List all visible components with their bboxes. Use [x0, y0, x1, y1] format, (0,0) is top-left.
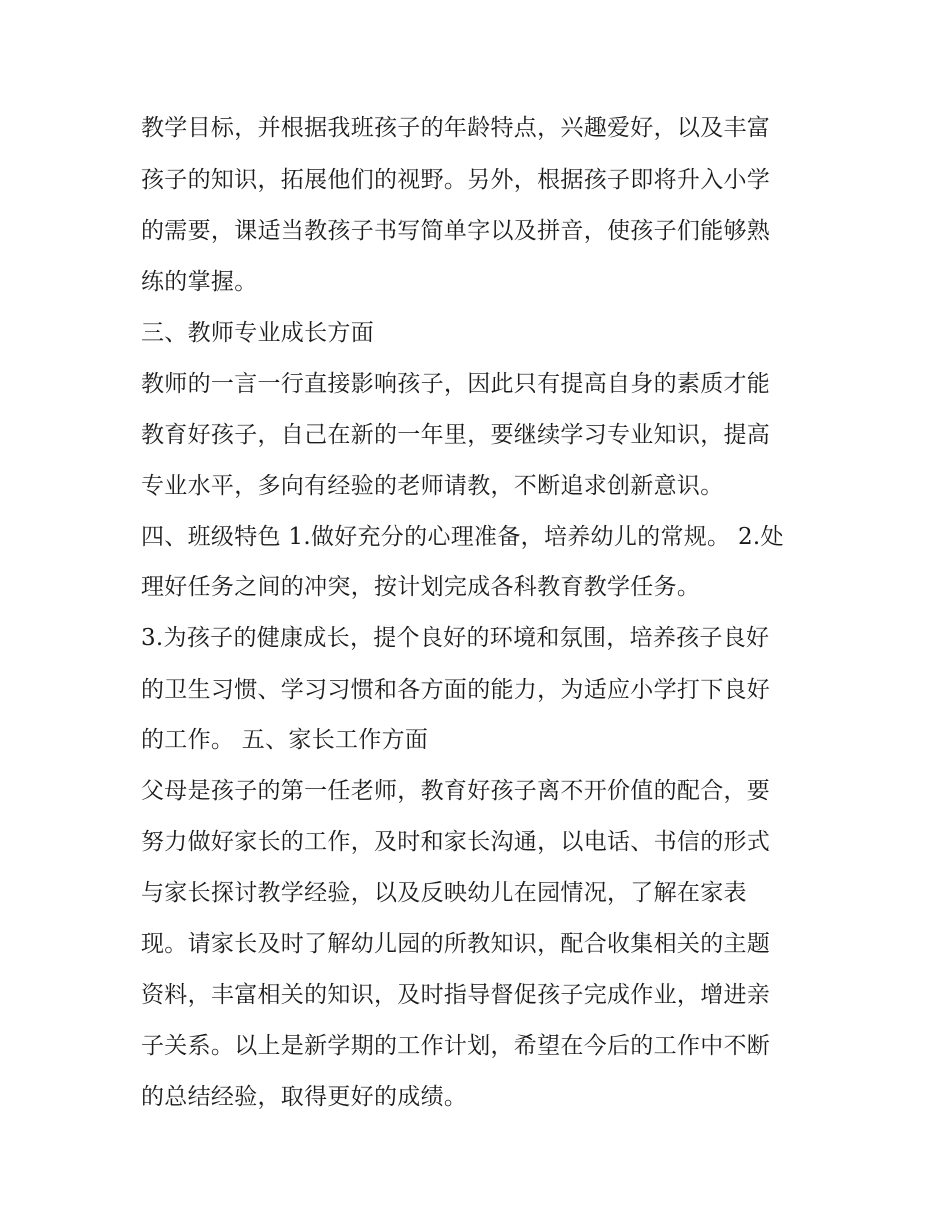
text-line: 的总结经验，取得更好的成绩。: [141, 1084, 468, 1110]
text-line: 教学目标，并根据我班孩子的年龄特点，兴趣爱好，以及丰富: [141, 115, 771, 141]
section-heading: 三、教师专业成长方面: [141, 320, 374, 346]
text-line: 努力做好家长的工作，及时和家长沟通，以电话、书信的形式: [141, 829, 771, 855]
text-line: 3.为孩子的健康成长，提个良好的环境和氛围，培养孩子良好: [141, 625, 770, 651]
text-line: 教育好孩子，自己在新的一年里，要继续学习专业知识，提高: [141, 422, 771, 448]
section-heading: 的工作。 五、家长工作方面: [141, 727, 429, 753]
text-line: 子关系。以上是新学期的工作计划，希望在今后的工作中不断: [141, 1033, 771, 1059]
text-line: 的需要，课适当教孩子书写简单字以及拼音，使孩子们能够熟: [141, 218, 771, 244]
text-line: 现。请家长及时了解幼儿园的所教知识，配合收集相关的主题: [141, 931, 771, 957]
text-line: 与家长探讨教学经验，以及反映幼儿在园情况，了解在家表: [141, 880, 747, 906]
text-line: 练的掌握。: [141, 269, 258, 295]
text-line: 理好任务之间的冲突，按计划完成各科教育教学任务。: [141, 574, 701, 600]
text-line: 专业水平，多向有经验的老师请教，不断追求创新意识。: [141, 473, 724, 499]
text-line: 孩子的知识，拓展他们的视野。另外，根据孩子即将升入小学: [141, 167, 771, 193]
section-heading: 四、班级特色 1.做好充分的心理准备，培养幼儿的常规。 2.处: [141, 524, 784, 550]
text-line: 的卫生习惯、学习习惯和各方面的能力，为适应小学打下良好: [141, 677, 771, 703]
text-line: 资料，丰富相关的知识，及时指导督促孩子完成作业，增进亲: [141, 982, 771, 1008]
text-line: 父母是孩子的第一任老师，教育好孩子离不开价值的配合，要: [141, 778, 771, 804]
text-line: 教师的一言一行直接影响孩子，因此只有提高自身的素质才能: [141, 371, 771, 397]
